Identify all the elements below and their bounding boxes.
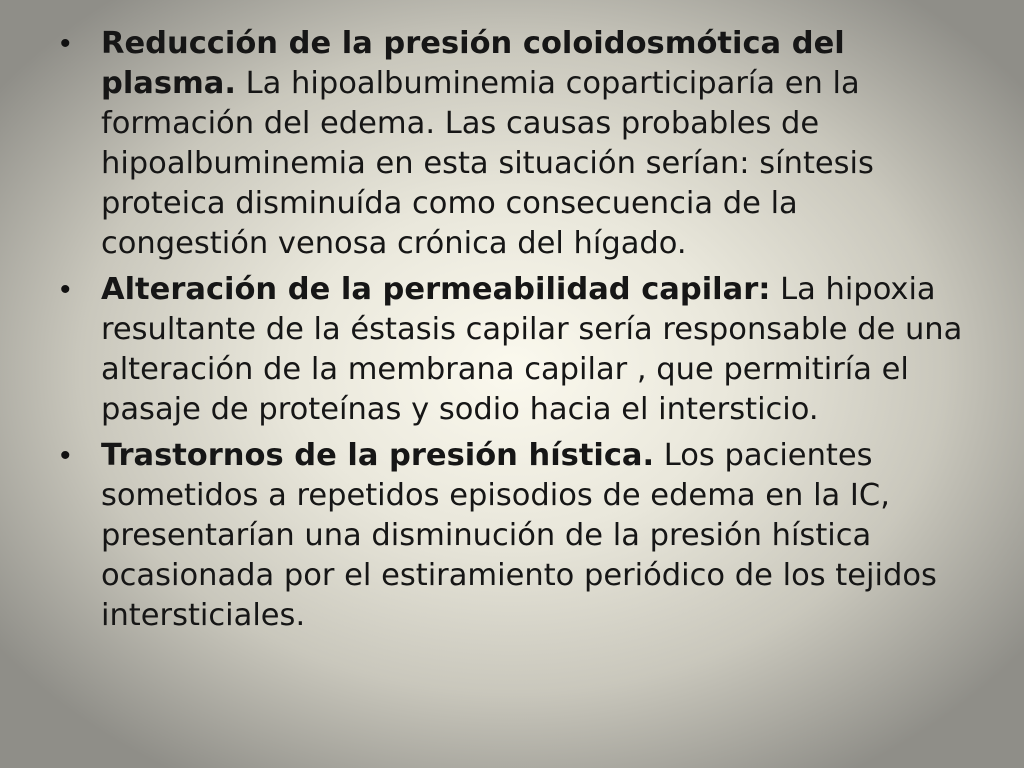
bullet-heading: Alteración de la permeabilidad capilar: (101, 272, 771, 307)
bullet-list (0, 24, 1024, 642)
bullet-heading: Reducción de la presión coloidosmótica del plasma. (101, 26, 845, 101)
bullet-heading: Trastornos de la presión hística. (101, 438, 655, 473)
bullet-item-tissue-pressure (0, 436, 1024, 636)
bullet-item-colloid-osmotic-pressure (0, 24, 1024, 264)
bullet-text (101, 270, 971, 430)
bullet-text (101, 24, 971, 264)
bullet-dot-icon: • (60, 439, 71, 472)
bullet-dot-icon: • (60, 27, 71, 60)
bullet-dot-icon: • (60, 273, 71, 306)
bullet-body: La hipoxia resultante de la éstasis capilar sería responsable de una alteración de la membrana capilar , que permitiría el pasaje de proteínas y sodio hacia el intersticio. (101, 272, 963, 427)
bullet-text (101, 436, 971, 636)
bullet-item-capillary-permeability (0, 270, 1024, 430)
bullet-body: Los pacientes sometidos a repetidos episodios de edema en la IC, presentarían una disminución de la presión hística ocasionada por el estiramiento periódico de los tejidos intersticiales. (101, 438, 937, 633)
bullet-body: La hipoalbuminemia coparticiparía en la formación del edema. Las causas probables de hipoalbuminemia en esta situación serían: síntesis proteica disminuída como consecuencia de la congestión venosa crónica del hígado. (101, 66, 874, 261)
